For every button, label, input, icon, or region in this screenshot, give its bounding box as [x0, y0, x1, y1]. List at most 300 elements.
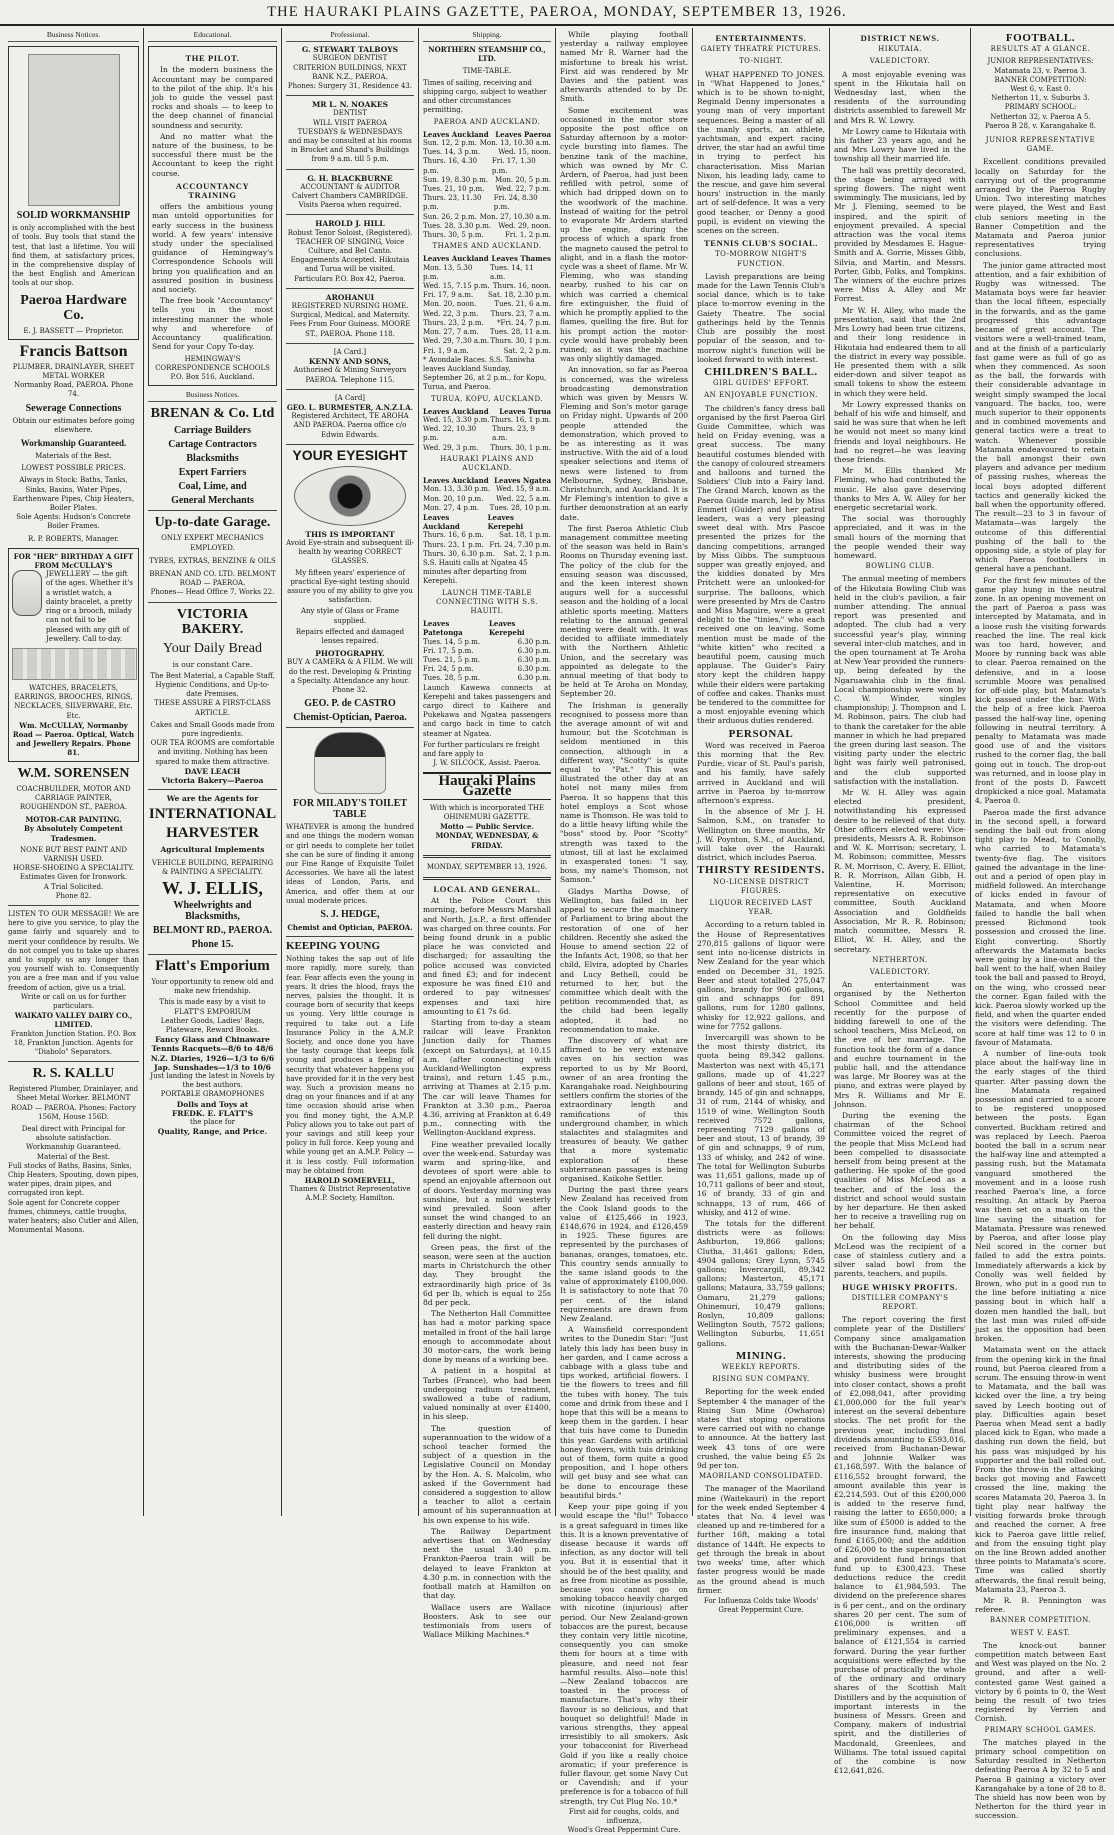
- timetable-cell: Mon. 27, 7 a.m.: [423, 328, 479, 337]
- route-heading: HAURAKI PLAINS AND AUCKLAND.: [440, 454, 534, 472]
- sub-heading: VALEDICTORY.: [869, 57, 931, 66]
- column-business-notices: [4, 28, 144, 1516]
- bakery-name: VICTORIA BAKERY.: [176, 606, 249, 637]
- talboys-address: CRITERION BUILDINGS, NEXT BANK N.Z., PAEROA.: [293, 63, 407, 81]
- pilot-para: offers the ambitious young man untold opportunities for early success in the business world. A few years' intensive study under the specialised guidance of Hemingway's Correspondence Schools will bring you qualification and an assured position in business and society.: [152, 202, 273, 295]
- bakery-place: Victoria Bakery—Paeroa: [161, 775, 264, 785]
- competent-text: By Absolutely Competent Tradesmen.: [24, 824, 123, 843]
- timetable-cell: Fri. 17, 5 p.m.: [423, 646, 474, 655]
- timetable-row: [423, 476, 551, 485]
- pilot-para: The free book "Accountancy" tells you in the most interesting manner the whole why and wherefore of Accountancy qualification. Send for your Copy To-day.: [152, 296, 273, 352]
- timetable-cell: Fri. 24, 5 p.m.: [423, 665, 474, 674]
- timetable-cell: Mon. 27, 10.30 a.m.: [479, 212, 551, 221]
- timetable-row: [423, 176, 551, 185]
- column-district-news: [830, 28, 971, 1776]
- jewellery-illustration: [12, 648, 137, 680]
- timetable: [423, 407, 551, 453]
- timetable-cell: Tues. 28, 3.30 p.m.: [423, 221, 492, 230]
- news-para: The Netherton Hall Committee has had a motor parking space metalled in front of the hall large enough to accommodate about 30 motor-cars, the work being done by means of a working bee.: [423, 1309, 551, 1365]
- garage-text: BRENAN AND CO. LTD. BELMONT ROAD — PAEROA.: [149, 569, 276, 588]
- timetable-cell: 6.30 p.m.: [517, 674, 551, 683]
- masthead: THE HAURAKI PLAINS GAZETTE, PAEROA, MONDAY, SEPTEMBER 13, 1926.: [0, 0, 1114, 26]
- route-heading: LAUNCH TIME-TABLE CONNECTING WITH S.S. HAUITI.: [436, 588, 538, 615]
- timetable-row: [423, 425, 551, 443]
- news-para: Mr W. H. Alley, who made the presentation, said that the 2nd Mrs Lowry had been true citizens, and their long residence in Hikutaia had endeared them to all the district in every way possible. He presented them with a silk eider-down and silver teapot as small tokens to show the esteem in which they were held.: [834, 305, 966, 398]
- timetable-note: Launch Kawewa connects at Kerepehi and takes passengers and cargo direct to Kaihere and Pukekawa and Ngatea passengers and cargo back in time to catch steamer at Ngatea.: [423, 683, 551, 738]
- timetable-cell: Tues. 21, 6 a.m.: [494, 300, 551, 309]
- gift-heading: FOR "HER" BIRTHDAY A GIFT FROM McCULLAY'S: [13, 551, 134, 571]
- section-heading: DISTRICT NEWS.: [860, 33, 940, 43]
- sub-heading: VALEDICTORY.: [869, 967, 931, 976]
- sub-heading: TO-NIGHT.: [739, 57, 783, 66]
- agents-text: Sole Agents: Hudson's Concrete Boiler Frames.: [16, 513, 131, 531]
- timetable-cell: Mon. 13, 3.30 p.m.: [423, 485, 491, 494]
- timetable-cell: Thurs. 16, 6 p.m.: [423, 531, 484, 540]
- timetable-cell: Leaves Auckland: [423, 254, 489, 264]
- timetable-cell: Thurs. 16, 4.30 p.m.: [423, 157, 478, 175]
- timetable-cell: Thurs. 30, 1 p.m.: [490, 337, 551, 346]
- bakery-text: The Best Material, a Capable Staff, Hygienic Conditions, and Up-to-date Premises.: [150, 671, 275, 699]
- timetable-cell: Leaves Ngatea: [494, 476, 551, 486]
- timetable-row: [423, 222, 551, 231]
- garage-text: TYRES, EXTRAS, BENZINE & OILS: [149, 556, 276, 565]
- news-para: The question of superannuation to the widow of a school teacher formed the subject of a question in the Legislative Council on Monday by the Hon. A. S. Malcolm, who asked if the Government had considered a suggestion to allow a teacher to allot a certain amount of his superannuation at his own expense to his wife.: [423, 1423, 551, 1525]
- timetable-row: [423, 185, 551, 194]
- timetable-row: [423, 264, 551, 282]
- news-para: At the Police Court this morning, before Messrs Marshall and North, J.s.P., a first offender was charged on three counts. For being found drunk in a public place he was convicted and discharged; for assaulting the police accused was convicted and fined £3; and for indecent exposure he was fined £10 and ordered to pay witnesses' expenses and taxi hire amounting to £1 7s 6d.: [423, 896, 551, 1016]
- timetable: [423, 130, 551, 240]
- ellis-address: BELMONT RD., PAEROA.: [152, 924, 273, 936]
- talboys-name: G. STEWART TALBOYS: [301, 45, 399, 55]
- eyesight-text: My fifteen years' experience of practical Eye-sight testing should assure you of my ability to give you satisfaction.: [287, 568, 413, 605]
- timetable: [423, 513, 551, 559]
- materials-text: Materials of the Best.: [35, 452, 112, 461]
- timetable-cell: Wed. 15, 3.30 p.m.: [423, 415, 490, 424]
- timetable-cell: Leaves Turua: [499, 406, 551, 416]
- result-line: Matamata 23, v. Paeroa 3.: [994, 66, 1087, 75]
- keeping-young-heading: KEEPING YOUNG: [286, 940, 381, 953]
- hardware-ad: [8, 46, 139, 340]
- eyesight-text: Avoid Eye-strain and subsequent ill-health by wearing CORRECT GLASSES.: [286, 538, 414, 566]
- column-header: Educational.: [148, 30, 277, 42]
- flatt-line: FREDK. E. FLATT'S: [171, 1108, 254, 1118]
- harvester-name: INTERNATIONAL: [148, 806, 277, 823]
- column-educational: [144, 28, 282, 1516]
- bakery-text: THESE ASSURE A FIRST-CLASS ARTICLE.: [154, 699, 271, 717]
- timetable-cell: Leaves Kerepehi: [488, 619, 525, 638]
- castro-title: Chemist-Optician, Paeroa.: [293, 712, 407, 724]
- news-para: For the first few minutes of the game play hung in the neutral zone. In an opening movement on the part of Paeroa a pass was intercepted by Matamata, and in a loose rush the visiting forwards reached the line. The real kick was too hard, however, and Moore by running back was able to clear. Paeroa remained on the defensive, and in a loose scrumble Moore was penalised for off-side play, but Matamata's kick passed under the bar. With the help of a free kick Paeroa passed the half-way line, opening following in neutral territory. A penalty to Matamata was made good use of and the visitors rushed to the corner flag, the ball going out in touch. The drop-out was returned, and in loose play in front of the posts D. Fawcett dropkicked a nice goal. Matamata 4, Paeroa 0.: [975, 575, 1106, 806]
- harvester-name: HARVESTER: [166, 825, 259, 842]
- timetable: [423, 254, 551, 355]
- flatt-line: N.Z. Diaries, 1926—1/3 to 6/6: [150, 1053, 275, 1063]
- flatt-text: the place for: [189, 1118, 236, 1127]
- toilet-text: WHATEVER is among the hundred and one things the modern woman or girl needs to complete her toilet she can be sure of finding it among our Fine Range of Exquisite Toilet Accessories. We have all the latest ideas of London, Paris, and America, and offer them at our usual moderate prices.: [286, 823, 414, 905]
- sub-heading: RISING SUN COMPANY.: [712, 1375, 810, 1384]
- timetable-cell: Thurs. 30, 1 p.m.: [490, 443, 551, 452]
- news-para: An entertainment was organised by the Netherton School Committee and held recently for the purpose of bidding farewell to one of the school teachers, Miss McLeod, on the eve of her marriage. The function took the form of a dance and euchre tournament in the public hall, and the attendance was large. Mr Boorey was at the piano, and extras were played by Mrs R. Williams and Mr E. Johnson.: [834, 980, 966, 1109]
- column-local-news: [556, 28, 693, 1835]
- kenny-name: KENNY AND SONS,: [308, 357, 392, 367]
- arohanui-name: AROHANUI: [325, 292, 375, 302]
- flatt-line: Quality, Range, and Price.: [157, 1127, 268, 1137]
- timetable-row: [423, 416, 551, 425]
- timetable-row: [423, 674, 551, 683]
- gazette-sub: With which is incorporated THE OHINEMURI GAZETTE.: [429, 803, 545, 822]
- timetable-row: [423, 531, 551, 540]
- flatt-line: Tennis Racquets—8/6 to 48/6: [151, 1044, 274, 1054]
- timetable-note: For further particulars re freight and fare apply to: [423, 740, 540, 759]
- local-general-heading: LOCAL AND GENERAL.: [433, 884, 541, 895]
- timetable-cell: Thurs. 23, 2 p.m.: [423, 318, 484, 327]
- result-heading: PRIMARY SCHOOL:: [1004, 103, 1077, 112]
- flatt-name: Flatt's Emporium: [155, 957, 270, 974]
- brenan-line: General Merchants: [171, 495, 254, 507]
- sewerage-text: Obtain our estimates before going elsewhere.: [12, 416, 135, 434]
- pilot-para: In the modern business the Accountant may be compared to the pilot of the ship. It's his job to guide the vessel past rocks and shoals — to keep to the deep channel of financial soundness and security.: [152, 65, 273, 130]
- sub-heading: RESULTS AT A GLANCE.: [990, 45, 1091, 54]
- timetable-row: [423, 130, 551, 139]
- news-para: The matches played in the primary school competition on Saturday resulted in Netherton defeating Paeroa A by 32 to 5 and Paeroa B gaining a victory over Karangahake by a tone of 28 to 8. The shield has now been won by Netherton for the third year in succession.: [975, 1737, 1106, 1821]
- timetable-row: [423, 513, 551, 531]
- news-para: During the evening the chairman of the School Committee voiced the regret of the people that Miss McLeod had been compelled to disassociate herself from being present at the gathering. He spoke of the good qualities of Miss McLeod as a teacher, and of the loss the district and school would sustain by her departure. He then asked her to receive a travelling rug on her behalf.: [834, 1110, 966, 1231]
- eyesight-text: Any style of Glass or Frame supplied.: [300, 607, 400, 625]
- result-line: West 6, v. East 0.: [1010, 85, 1071, 94]
- ad-heading: SOLID WORKMANSHIP: [16, 210, 131, 222]
- news-para: The report covering the first complete year of the Distillers' Company since amalgamation with the Buchanan-Dewar-Walker interests, showing the producing and distributing sides of the whisky business were brought into closer contact, shows a profit of £2,098,041, after providing £1,000,000 for the full year's interest on the several debenture stocks. The net profit for the previous year, including final dividends amounting to £593,016, received from Buchanan-Dewar and Johnnie Walker was £1,168,597. With the balance of £116,552 brought forward, the amount available this year is £2,214,593. Out of this £200,000 is added to the reserve fund, raising the latter to £650,000; a like sum of £5000 is added to the fire insurance fund, making that fund £165,000; and the addition of £26,000 to the superannuation and provident fund brings that fund up to £300,423. These deductions reduce the credit balance to £1,984,593. The dividend on the preference shares is 6 per cent., and on the ordinary shares 20 per cent. The sum of £106,000 is written off preliminary expenses, and a balance of £121,554 is carried forward. During the year further acquisitions were effected by the purchase of practically the whole of the ordinary and ordinary shares of the Scottish Malt Distillers and by the acquisition of important interests in the business of Messrs. Green and Company, makers of industrial spirit, and the distilleries of Macdonald, Greenlees, and Williams. The total issued capital of the combine is now £12,641,826.: [834, 1315, 966, 1776]
- estimates-text: Estimates Given for Ironwork.: [19, 873, 128, 882]
- garage-heading: Up-to-date Garage.: [154, 515, 271, 531]
- column-football: [971, 28, 1110, 1821]
- news-para: A Wainsfield correspondent writes to the Dunedin Star: "Just lately this lady has been busy in her garden, and I came across a cabbage with a glass tube and tips worked, artificial flowers. I tie the flowers to trees and fill the tubes with honey. The tuis come and drink from these and I hope that this will be a means to keep them in the garden. I hear that tuis have come to Dunedin this year. Gardens with artificial honey flowers, with tuis drinking out of them, form quite a good proposition, and I hope others will get busy and see what can be done to encourage these beautiful birds.": [560, 1325, 688, 1500]
- battson-trade: PLUMBER, DRAINLAYER, SHEET METAL WORKER: [12, 362, 135, 381]
- result-line: Paeroa B 28, v. Karangahake 8.: [984, 121, 1097, 130]
- card-label: [A Card.]: [333, 347, 367, 356]
- news-para: The totals for the different districts were as follows: Ashburton, 19,866 gallons; Clutha, 31,461 gallons; Eden, 4904 gallons; Grey Lynn, 5745 gallons; Invercargill, 89,342 gallons; Masterton, 45,171 gallons; Mataura, 33,759 gallons; Oamaru, 21,279 gallons; Ohinemuri, 10,479 gallons; Roslyn, 10,809 gallons; Wellington South, 7572 gallons; Wellington Suburbs, 11,651 gallons.: [697, 1218, 825, 1348]
- sub-heading: BOWLING CLUB.: [865, 562, 935, 571]
- ad-proprietor: E. J. BASSETT — Proprietor.: [23, 326, 124, 335]
- sub-heading: LIQUOR RECEIVED LAST YEAR.: [709, 899, 813, 917]
- timetable-row: [423, 213, 551, 222]
- timetable-cell: Mon. 13, 10.30 a.m.: [479, 139, 551, 148]
- news-para: A number of line-outs took place about the half-way line in the early stages of the third quarter. After passing down the line Matamata regained possession and carried to a score to be registered unopposed between the posts. Egan converted. Buckham retired and was replaced by Leech. Paeroa booted the ball in a scrum near the half-way line and attempted a passing rush, but the Matamata vanguard smothered the movement and in a loose rush reached Paeroa's line, a force resulting. An attack by Paeroa was then set on a mark on the line saving the situation for Matamata. Pressure was renewed by Paeroa, and after loose play Neil scored in the corner but failed to add the extra points. Immediately afterwards a kick by Conolly was well fielded by Brown, who put in a good run to the line before initiating a nice passing bout in which half a dozen men handled the ball, but the last man was ruled off-side just as the opposition had been broken.: [975, 1048, 1106, 1344]
- timetable-cell: Sat. 2, 1 p.m.: [503, 549, 551, 558]
- bakery-text: Cakes and Small Goods made from pure ingredients.: [150, 720, 275, 738]
- timetable-cell: Wed. 15, 9 a.m.: [496, 485, 551, 494]
- flatt-line: Jap. Sunshades—1/3 to 10/6: [154, 1062, 271, 1072]
- timetable: [423, 619, 551, 683]
- pilot-heading: THE PILOT.: [185, 53, 240, 64]
- timetable-cell: Sun. 19, 8.30 p.m.: [423, 175, 488, 184]
- eyesight-heading: YOUR EYESIGHT: [292, 446, 408, 463]
- ad-text: is only accomplished with the best of tools. Buy tools that stand the test, that last a lifetime. You will find them, at satisfactory prices, in the comprehensive display of the best English and American tools at our shop.: [12, 224, 135, 288]
- timetable-cell: Tues. 28, 5 p.m.: [423, 674, 480, 683]
- somervell-text: Thames & District Representative A.M.P. Society, Hamilton.: [289, 1185, 411, 1203]
- sorensen-trade: COACHBUILDER, MOTOR AND CARRIAGE PAINTER, ROUGHENDON ST., PAEROA.: [16, 784, 131, 811]
- agent-name: J. W. SILCOCK, Assist. Paeroa.: [433, 759, 541, 768]
- timetable-row: [423, 638, 551, 647]
- prices-text: LOWEST POSSIBLE PRICES.: [21, 464, 126, 473]
- timetable-cell: Mon. 20, 10 p.m.: [423, 494, 484, 503]
- timetable-cell: Wed. 22, 7 p.m.: [495, 185, 551, 194]
- timetable-row: [423, 328, 551, 337]
- timetable-cell: Leaves Patetonga: [423, 619, 463, 638]
- timetable-cell: Tues. 14, 3 p.m.: [423, 148, 480, 157]
- kallu-trade: Registered Plumber, Drainlayer, and Sheet Metal Worker. BELMONT ROAD — PAEROA. Phones: Factory 156M, House 156D.: [8, 1085, 139, 1121]
- news-para: The annual meeting of members of the Hikutaia Bowling Club was held in the club's pavilion, a fair number attending. The annual report was presented and adopted. The club had a very successful year's play, winning several inter-club matches, and in the open tournament at Te Aroha at New Year provided the runners-up, being defeated by the Ngaruawahia club in the final. Local championship were won by C. W. Winder, singles championship; J. Thompson and I. M. Robinson, pairs. The club had to thank the caretaker for the able manner in which he had prepared the green during last season. The visiting party under the electric light was fairly well patronised, and the club supported satisfaction with the installation.: [834, 574, 966, 786]
- news-para: WHAT HAPPENED TO JONES. In "What Happened to Jones," which is to be shown to-night, Reginald Denny impersonates a young man of very important sequences. Being a master of all the manly sports, an athlete, yachtsman, and expert racing driver, the star had an awful time in trying to perfect his characterisation. Miss Marian Nixon, his leading lady, came to the rescue, and gave him several hours' instruction in the manly art of self-defence. It was a very good teacher, or Denny a good pupil, is evident on viewing the scenes on the screen.: [697, 69, 825, 236]
- battson-name: Francis Battson: [19, 342, 128, 360]
- timetable-row: [423, 550, 551, 559]
- section-heading: TENNIS CLUB'S SOCIAL.: [704, 238, 818, 249]
- card-label: [A Card]: [334, 393, 366, 402]
- flatt-line: Dolls and Toys at: [176, 1099, 249, 1109]
- news-para: Mr Lowry came to Hikutaia with his father 23 years ago, and he and Mrs Lowry have lived in the township all their married life.: [834, 126, 967, 164]
- hardware-illustration: [28, 54, 120, 206]
- ellis-services: VEHICLE BUILDING, REPAIRING & PAINTING A SPECIALITY.: [151, 858, 274, 876]
- timetable-row: [423, 647, 551, 656]
- news-para: Mr M. Ellis thanked Mr Fleming, who had contributed the music. He also gave deserving thanks to Mrs A. W. Alley for her energetic secretarial work.: [834, 466, 966, 512]
- result-line: Netherton 11, v. Suburbs 3.: [991, 94, 1090, 103]
- news-para: The first Paeroa Athletic Club management committee meeting of the season was held in Bain's Rooms on Thursday evening last. The policy of the club for the ensuing season was discussed, and the keen interest shown augurs well for a successful season and the holding of a local athletic sports meeting. Matters relating to the annual general meeting were dealt with. It was decided to affiliate immediately with the Northern Athletic Union, and the secretary was appointed as delegate to the annual meeting of that body to be held at Te Aroha on Monday, September 20.: [560, 523, 688, 699]
- flatt-text: Your opportunity to renew old and make new friendship.: [151, 977, 274, 996]
- section-heading: FOOTBALL.: [1005, 32, 1076, 44]
- news-para: The manager of the Maoriland mine (Waitekauri) in the report for the week ended September 4 states that No. 4 level was cleaned up and re-timbered for a further 16ft, making a total distance of 144ft. He expects to get through the break in about two weeks' time, after which faster progress would be made as the ground ahead is much firmer.: [697, 1484, 825, 1595]
- eyesight-subheading: THIS IS IMPORTANT: [305, 529, 395, 539]
- watches-text: WATCHES, BRACELETS, EARRINGS, BROOCHES, RINGS, NECKLACES, SILVERWARE, Etc. Etc.: [14, 683, 133, 720]
- horseshoe-text: HORSE-SHOEING A SPECIALITY.: [12, 864, 135, 873]
- column-header: Professional.: [286, 30, 414, 42]
- bakery-slogan: Your Daily Bread: [163, 640, 262, 656]
- timetable-cell: Thurs. 16, 1 p.m.: [490, 415, 551, 424]
- column-shipping: [419, 28, 556, 1640]
- ad-line: Wood's Great Peppermint Cure.: [567, 1826, 681, 1835]
- toilet-heading: FOR MILADY'S TOILET TABLE: [292, 798, 408, 821]
- sub-heading: AN ENJOYABLE FUNCTION.: [704, 391, 818, 400]
- photo-text: BUY A CAMERA & A FILM. We will do the rest. Developing & Printing a Specialty. Attendance any hour. Phone 32.: [287, 658, 413, 694]
- timetable-note: S.S. Hauiti calls at Ngatea 45 minutes after departing from Kerepehi.: [423, 558, 528, 586]
- wristwatch-illustration: [12, 570, 42, 616]
- news-para: Lavish preparations are being made for the Lawn Tennis Club's social dance, which is to take place to-morrow evening in the Gaiety Theatre. The social gatherings held by the Tennis Club are possibly the most popular of the season, and to-morrow night's function will be looked forward to with interest.: [697, 271, 825, 364]
- news-para: The discovery of what are affirmed to be very extensive caves on his section was reported to us by Mr Boord, owner of an area fronting the Karangahake road. Neighbouring settlers confirm the stories of the extraordinary length and ramifications of this underground chamber, in which stalactites and stalagmites and treasures of beauty. We gather that a more systematic exploration of these subterranean passages is being organised. Kaikohe Settler.: [560, 1035, 688, 1183]
- timetable-cell: Sat. 18, 2.30 p.m.: [488, 291, 551, 300]
- route-heading: THAMES AND AUCKLAND.: [432, 242, 542, 251]
- news-para: Keep your pipe going if you would escape the "flu!" Tobacco is a great safeguard in times like this. It is a known preventative of disease because it wards off infection, as any doctor will tell you. But it is essential that it should be of the best quality, and as free from nicotine as possible, because you cannot go on smoking tobacco heavily charged with nicotine (injurious) after period. Our New Zealand-grown tobaccos are the purest, because they contain very little nicotine, consequently you can smoke them for hours at a time with pleasure, and need not fear harmful results. Also—note this!—New Zealand tobaccos are toasted in the process of manufacture. That's why their flavour is so delicious, and that bouquet so delightful! Made in various strengths, they appeal irresistibly to all smokers. Ask your tobacconist for Riverhead Gold if you like a really choice aromatic; if your preference is fuller flavour, get some Navy Cut or Cavendish; and if your preference is for a tobacco of full strength, try Cut Plug No. 10.*: [560, 1502, 688, 1806]
- dairy-message: LISTEN TO OUR MESSAGE! We are here to give you service, to play the game fairly and squarely and to merit your confidence by results. We do not compel you to take up shares and to supply us any longer than you yourself wish to. Consequently you are a free man and if you value freedom of action, give us a trial.: [8, 909, 139, 992]
- timetable-cell: Wed. 29, noon.: [498, 221, 551, 230]
- talboys-phone: Phones: Surgery 31, Residence 43.: [287, 82, 413, 91]
- timetable-cell: Thurs. 16, noon.: [492, 282, 551, 291]
- sub-heading: GAIETY THEATRE PICTURES.: [700, 45, 822, 54]
- ad-company-name: Paeroa Hardware Co.: [20, 292, 127, 323]
- section-heading: ENTERTAINMENTS.: [715, 33, 807, 43]
- mccullay-text: Wm. McCULLAY, Normanby Road — Paeroa. Optical, Watch and Jewellery Repairs. Phone 81.: [12, 720, 135, 758]
- battson-address: Normanby Road, PAEROA. Phone 74.: [13, 381, 134, 399]
- news-para: An innovation, so far as Paeroa is concerned, was the wireless broadcasting demonstration which was given by Messrs W. Fleming and Son's motor garage on Friday night. Upwards of 200 people attended the demonstration, which proved to be as interesting as it was instructive. With the aid of a loud speaker selections and items of news were listened to from Melbourne, Sydney, Brisbane, Christchurch, and Auckland. It is Mr Fleming's intention to give a further demonstration at an early date.: [560, 365, 688, 522]
- timetable: [423, 476, 551, 513]
- hedge-name: S. J. HEDGE,: [320, 909, 380, 920]
- timetable-cell: Thurs. 23, 9 a.m.: [492, 425, 536, 443]
- news-para: According to a return tabled in the House of Representatives 270,815 gallons of liquor were sent into no-license districts in New Zealand for the year which ended on December 31, 1925. Beer and stout totalled 275,047 gallons, brandy for 906 gallons, gin and schnapps for 891 gallons, rum for 1280 gallons, whisky for 12,922 gallons, and wine for 7752 gallons.: [697, 920, 825, 1031]
- accountancy-heading: ACCOUNTANCY TRAINING: [175, 180, 250, 201]
- timetable-row: [423, 319, 551, 328]
- burmester-name: GEO. L. BURMESTER, A.N.Z.I.A.: [286, 402, 414, 412]
- timetable-row: [423, 310, 551, 319]
- timetable-row: [423, 347, 551, 356]
- noakes-text: and may be consulted at his rooms in Brocket and Shand's Buildings from 9 a.m. till 5 p.m.: [288, 137, 412, 164]
- timetable-cell: Mon. 20, noon.: [423, 300, 477, 309]
- hedge-title: Chemist and Optician, PAEROA.: [287, 923, 413, 932]
- talboys-title: SURGEON DENTIST: [312, 54, 388, 63]
- timetable-cell: Fri. 17, 1.30 p.m.: [491, 157, 536, 175]
- flatt-text: Leather Goods, Ladies' Bags, Plateware, Reward Books.: [160, 1016, 265, 1034]
- timetable-cell: Leaves Auckland: [423, 512, 460, 532]
- news-para: A most enjoyable evening was spent in the Hikutaia hall on Wednesday last, when the residents of the surrounding districts assembled to farewell Mr and Mrs R. W. Lowry.: [834, 69, 966, 125]
- timetable-row: [423, 282, 551, 291]
- route-heading: TURUA, KOPU, AUCKLAND.: [430, 394, 544, 403]
- timetable-row: [423, 157, 551, 175]
- flatt-text: This is made easy by a visit to FLATT'S EMPORIUM: [159, 998, 266, 1016]
- timetable-note: Times of sailing, receiving and shipping cargo, subject to weather and other circumstances permitting.: [423, 78, 547, 115]
- sub-heading: WEEKLY REPORTS.: [721, 1363, 801, 1372]
- garage-phones: Phones— Head Office 7, Works 22.: [150, 588, 275, 597]
- sub-heading: HIKUTAIA.: [878, 45, 922, 54]
- brenan-line: Cartage Contractors: [168, 439, 257, 451]
- agents-heading: We are the Agents for: [166, 794, 259, 804]
- timetable-row: [423, 231, 551, 240]
- timetable-cell: Wed. 22, 3 p.m.: [423, 309, 479, 318]
- news-para: Green peas, the first of the season, were seen at the auction marts in Christchurch the other day. They brought the extraordinarily high price of 3s 6d per lb, which is equal to 25s 8d per peck.: [423, 1242, 551, 1307]
- hemingway-name: HEMINGWAY'S CORRESPONDENCE SCHOOLS: [155, 354, 270, 372]
- dairy-address: Frankton Junction Station. P.O. Box 18, Frankton Junction. Agents for "Diabolo" Separators.: [10, 1029, 137, 1057]
- timetable-cell: Fri. 1, 9 a.m.: [423, 346, 469, 355]
- news-para: Word was received in Paeroa this morning that the Rev. Purdie, vicar of St. Paul's parish, and his family, have safely arrived in Auckland and will arrive in Paeroa by to-morrow afternoon's express.: [697, 740, 825, 806]
- noakes-title: DENTIST: [333, 109, 367, 118]
- blackburne-title: ACCOUNTANT & AUDITOR: [300, 182, 400, 191]
- photo-heading: PHOTOGRAPHY.: [315, 649, 385, 659]
- keeping-young-text: Nothing takes the sap out of life more rapidly, more surely, than fear. Fear affects even the young in years. It dries the blood, frays the nerves, palsies the thought. It is courage born of security that keeps us young. Very little courage is required to take out a Life Insurance Policy in the A.M.P. Society, and once done you have the tasty courage that keeps folk young and produces a feeling of security that whatever happens you have provided for it in the very best way. Such a provision means no drag on your finances and if at any time occasion should arise when you find money tight, the A.M.P. Policy allows you to take out part of your savings and still keep your policy in full force. Keep young and while young get an A.M.P. Policy — it is less costly. Full information may be obtained from: [286, 955, 414, 1175]
- section-heading: THIRSTY RESIDENTS.: [697, 864, 825, 877]
- timetable-cell: Thurs. 23, 1 p.m.: [423, 540, 484, 549]
- timetable-cell: Wed. 15, noon.: [498, 148, 551, 157]
- news-para: While playing football yesterday a railway employee named Mr R. Warner had the misfortune to break his wrist. First aid was rendered by Mr Davies and the patient was afterwards attended to by Dr. Smith.: [560, 30, 688, 104]
- timetable-row: [423, 444, 551, 453]
- news-para: During the past three years New Zealand has received from the Cook Island goods to the value of £125,466 in 1923, £148,676 in 1924, and £126,459 in 1925. These figures are represented by the purchases of bananas, oranges, tomatoes, etc. This country sends annually to the same island goods to the value of approximately £100,000. It is satisfactory to note that 70 per cent. of the island requirements are drawn from New Zealand.: [560, 1185, 688, 1324]
- timetable-cell: Fri. 1, 2 p.m.: [504, 231, 551, 240]
- sub-heading: DISTILLER COMPANY'S REPORT.: [851, 1293, 949, 1312]
- timetable-cell: Fri. 17, 9 a.m.: [423, 291, 474, 300]
- timetable-row: [423, 407, 551, 416]
- timetable-row: [423, 291, 551, 300]
- timetable-cell: Leaves Auckland: [423, 129, 489, 139]
- timetable-heading: TIME-TABLE.: [462, 66, 512, 75]
- hemingway-ad: [148, 46, 277, 386]
- kallu-stock: Full stocks of Baths, Basins, Sinks, Chip Heaters, Spouting, down pipes, water pipes, drain pipes, and corrugated iron kept.: [8, 1161, 139, 1198]
- shipping-company: NORTHERN STEAMSHIP CO., LTD.: [428, 45, 546, 64]
- eyesight-text: Repairs effected and damaged lenses repaired.: [295, 627, 405, 645]
- stock-text: Always in Stock: Baths, Tanks, Sinks, Basins, Water Pipes, Earthenware Pipes, Chip Heaters, Boiler Plates.: [12, 476, 135, 513]
- noakes-text: TUESDAYS & WEDNESDAYS: [297, 127, 403, 136]
- timetable-cell: Thurs. 30, 6.30 p.m.: [423, 549, 495, 558]
- kallu-material: Material of the Best.: [36, 1152, 111, 1161]
- timetable-cell: Tues. 21, 10 p.m.: [423, 185, 485, 194]
- kallu-workmanship: Workmanship Guaranteed.: [26, 1143, 121, 1152]
- blackburne-name: G. H. BLACKBURNE: [307, 173, 393, 183]
- timetable-cell: Leaves Paeroa: [495, 129, 551, 139]
- sub-heading: TO-MORROW NIGHT'S FUNCTION.: [714, 250, 808, 268]
- sub-heading: NO-LICENSE DISTRICT FIGURES.: [712, 877, 810, 895]
- section-heading: HUGE WHISKY PROFITS.: [842, 1281, 958, 1292]
- sub-heading: PRIMARY SCHOOL GAMES.: [984, 1725, 1097, 1734]
- timetable-cell: 6.30 p.m.: [517, 646, 551, 655]
- timetable-row: [423, 485, 551, 494]
- timetable-row: [423, 619, 551, 637]
- brenan-line: Coal, Lime, and: [178, 481, 247, 493]
- paint-text: NONE BUT BEST PAINT AND VARNISH USED.: [20, 845, 127, 863]
- timetable-cell: Leaves Kerepehi: [487, 512, 524, 532]
- kallu-agent: Sole agent for Concrete copper frames, chimneys, cattle troughs, water heaters; also Cutler and Allen, Monumental Masons.: [8, 1198, 139, 1235]
- news-para: Some excitement was occasioned in the motor store opposite the post office on Saturday afternoon by a motor-cycle bursting into flames. The benzine tank of the machine, which was owned by Mr C. Ardern, of Paeroa, had just been refilled with petrol, some of which had dripped down on to the woodwork of the machine. Instead of waiting for the petrol to evaporate Mr Ardern started up the engine, during the process of which a spark from the magneto caused the petrol to alight, and in a flash the motor-cycle was a sheet of flame. Mr W. Fleming, who was standing nearby, rushed to his car on which was carried a chemical fire extinguisher, the fluid of which he promptly applied to the flames, quelling the fire. But for his prompt action the motor-cycle would have probably been ruined; as it was the machine was only slightly damaged.: [560, 105, 688, 364]
- timetable-cell: Wed. 22, 5 a.m.: [496, 494, 551, 503]
- gazette-title: Hauraki Plains Gazette: [423, 772, 551, 799]
- news-para: Matamata went on the attack from the opening kick in the final round, but Paeroa cleared from a scrum. The ensuing throw-in went to Matamata, and the ball was kicked over the line, a try being saved by Leech booting out of play. Difficulties again beset Paeroa when Mead sent a badly placed kick to Egan, who made a dashing run down the field, but his pass was misjudged by his supporter and the ball rolled out. From the throw-in the attacking backs got moving and Fawcett crossed the line, making the scores Matamata 20, Paeroa 3. In tight play near halfway the visiting forwards broke through and reached the corner. A free kick to Paeroa gave little relief, and from the ensuing tight play on the line Brown added another three points to Matamata's score. Time was called shortly afterwards, the final result being, Matamata 23, Paeroa 3.: [975, 1345, 1106, 1594]
- sub-heading: JUNIOR REPRESENTATIVE GAME.: [985, 136, 1096, 154]
- lady-illustration: [314, 732, 386, 794]
- bakery-text: OUR TEA ROOMS are comfortable and inviting. Nothing has been spared to make them attractive.: [150, 739, 275, 766]
- timetable-cell: Wed. 15, 7.15 p.m.: [423, 282, 490, 291]
- eye-illustration: [294, 466, 406, 526]
- ellis-trade: Wheelwrights and Blacksmiths,: [173, 899, 252, 922]
- news-para: A patient in a hospital at Tarbes (France), who had been undergoing radium treatment, swallowed a tube of radium, valued nominally at over £1400, in his sleep.: [423, 1366, 551, 1422]
- timetable-cell: 6.30 p.m.: [517, 637, 551, 646]
- sub-heading: NETHERTON.: [872, 955, 928, 964]
- news-para: Wallace users are Wallace Boosters. Ask to see our testimonials from users of Wallace Milking Machines.*: [423, 1602, 551, 1640]
- news-para: Mr R. B. Pennington was referee.: [975, 1595, 1106, 1615]
- hemingway-box: P.O. Box 516, Auckland.: [170, 372, 255, 381]
- timetable-row: [423, 254, 551, 263]
- timetable-row: [423, 495, 551, 504]
- sewerage-heading: Sewerage Connections: [25, 402, 122, 414]
- news-para: The knock-out banner competition match between East and West was played on the No. 2 ground, and after a well-contested game West gained a victory by 6 points to 0, the West being the result of two tries registered by Verrien and Cornish.: [975, 1640, 1106, 1724]
- column-header: Business Notices.: [148, 390, 277, 402]
- burmester-text: Registered Architect, TE AROHA AND PAEROA. Paeroa office c/o Edwin Edwards.: [291, 412, 409, 439]
- flatt-text: Just landing the latest in Novels by the best authors.: [150, 1072, 275, 1090]
- news-para: On the following day Miss McLeod was the recipient of a case of stainless cutlery and a silver salad bowl from the parents, teachers, and pupils.: [834, 1232, 966, 1279]
- hill-text: Robust Tenor Soloist, (Registered). TEACHER OF SINGING, Voice Culture, and Bel Canto. Engagements Accepted. Hikutaia and Turua will be visited. Particulars P.O. Box 42, Paeroa.: [287, 228, 413, 283]
- timetable-cell: Wed. 29, 3 p.m.: [423, 443, 479, 452]
- timetable-cell: Sat. 2, 2 p.m.: [503, 346, 551, 355]
- news-para: Paeroa made the first advance in the second spell, a forward sending the ball out from along tight play to Mead, to Conolly, who carried to Matamata's twenty-five flag. The visitors gained the advantage in the line-out and a period of open play in midfield followed. An interchange of kicks ended in favour of Matamata, and when Moore failed to handle the ball when pressed Richmond took possession and crossed the line. Eight converting. Shortly afterwards the Matamata backs were going by a line-out and the ball went to the half, when Bailey took the ball and passed to Broyd, on the wing, who crossed near the corner. Egan failed with the kick. Paeroa slowly worked up the field, and when the quarter ended the visitors were defending. The score at half time was 12 to 0 in favour of Matamata.: [975, 807, 1106, 1047]
- timetable-row: [423, 541, 551, 550]
- timetable-row: [423, 300, 551, 309]
- timetable-row: [423, 148, 551, 157]
- section-heading: CHILDREN'S BALL.: [704, 365, 818, 378]
- news-para: Reporting for the week ended September 4 the manager of the Rising Sun Mine (Owharoa) states that stoping operations were carried out with no change to announce. At the battery last week 43 tons of ore were crushed, the value being £5 2s 9d per ton.: [697, 1387, 825, 1471]
- gift-text: JEWELLERY — the gift of the ages. Whether it's a wristlet watch, a dainty bracelet, a pretty ring or a brooch, milady can not fail to be pleased with any gift of Jewellery. Call to-day.: [46, 570, 134, 643]
- timetable-cell: Thurs. 23, 11.30 p.m.: [423, 194, 482, 212]
- blackburne-text: Calvert Chambers CAMBRIDGE. Visits Paeroa when required.: [291, 192, 408, 210]
- manager-text: R. P. ROBERTS, Manager.: [28, 534, 119, 543]
- column-header: Business Notices.: [8, 30, 139, 42]
- section-heading: MINING.: [735, 1349, 787, 1362]
- arohanui-text: REGISTERED NURSING HOME. Surgical, Medical, and Maternity. Fees From Four Guineas. MOORE ST., PAEROA. Phone 118.: [289, 302, 411, 338]
- gazette-date: MONDAY, SEPTEMBER 13, 1926.: [426, 862, 548, 871]
- news-para: Mr Lowry expressed thanks on behalf of his wife and himself, and said he was sure that when he left he would not meet so many kind friends and loyal neighbours. He had no regret—he was leaving these friends.: [834, 399, 966, 464]
- timetable-cell: *Fri. 24, 7 p.m.: [497, 318, 551, 327]
- timetable-cell: Leaves Thames: [491, 254, 551, 264]
- brenan-line: Carriage Builders: [174, 425, 251, 437]
- news-para: The junior game attracted most attention, and a fair exhibition of Rugby was witnessed. The Matamata boys were far heavier than the local fifteen, especially in the forwards, and as the game progressed this advantage became of great account. The visitors were a well-trained team, and at the finish of a particularly fast game were as full of go as when they commenced. As soon as the ball, the forwards with their considerable advantage in weight simply swamped the local vanguard. The backs, too, were much superior to their opponents and in combined movements and general tactics were a treat to watch. Whenever possible Matamata endeavoured to retain the ball amongst their own players and advance per medium of passing rushes, whereas the local boys adopted different tactics and generally kicked the ball when the opportunity offered. The result—23 to 3 in favour of Matamata—was largely the outcome of this differential pushing of the ball to the opposing side, a style of play for which Paeroa footballers in general have a penchant.: [975, 260, 1106, 574]
